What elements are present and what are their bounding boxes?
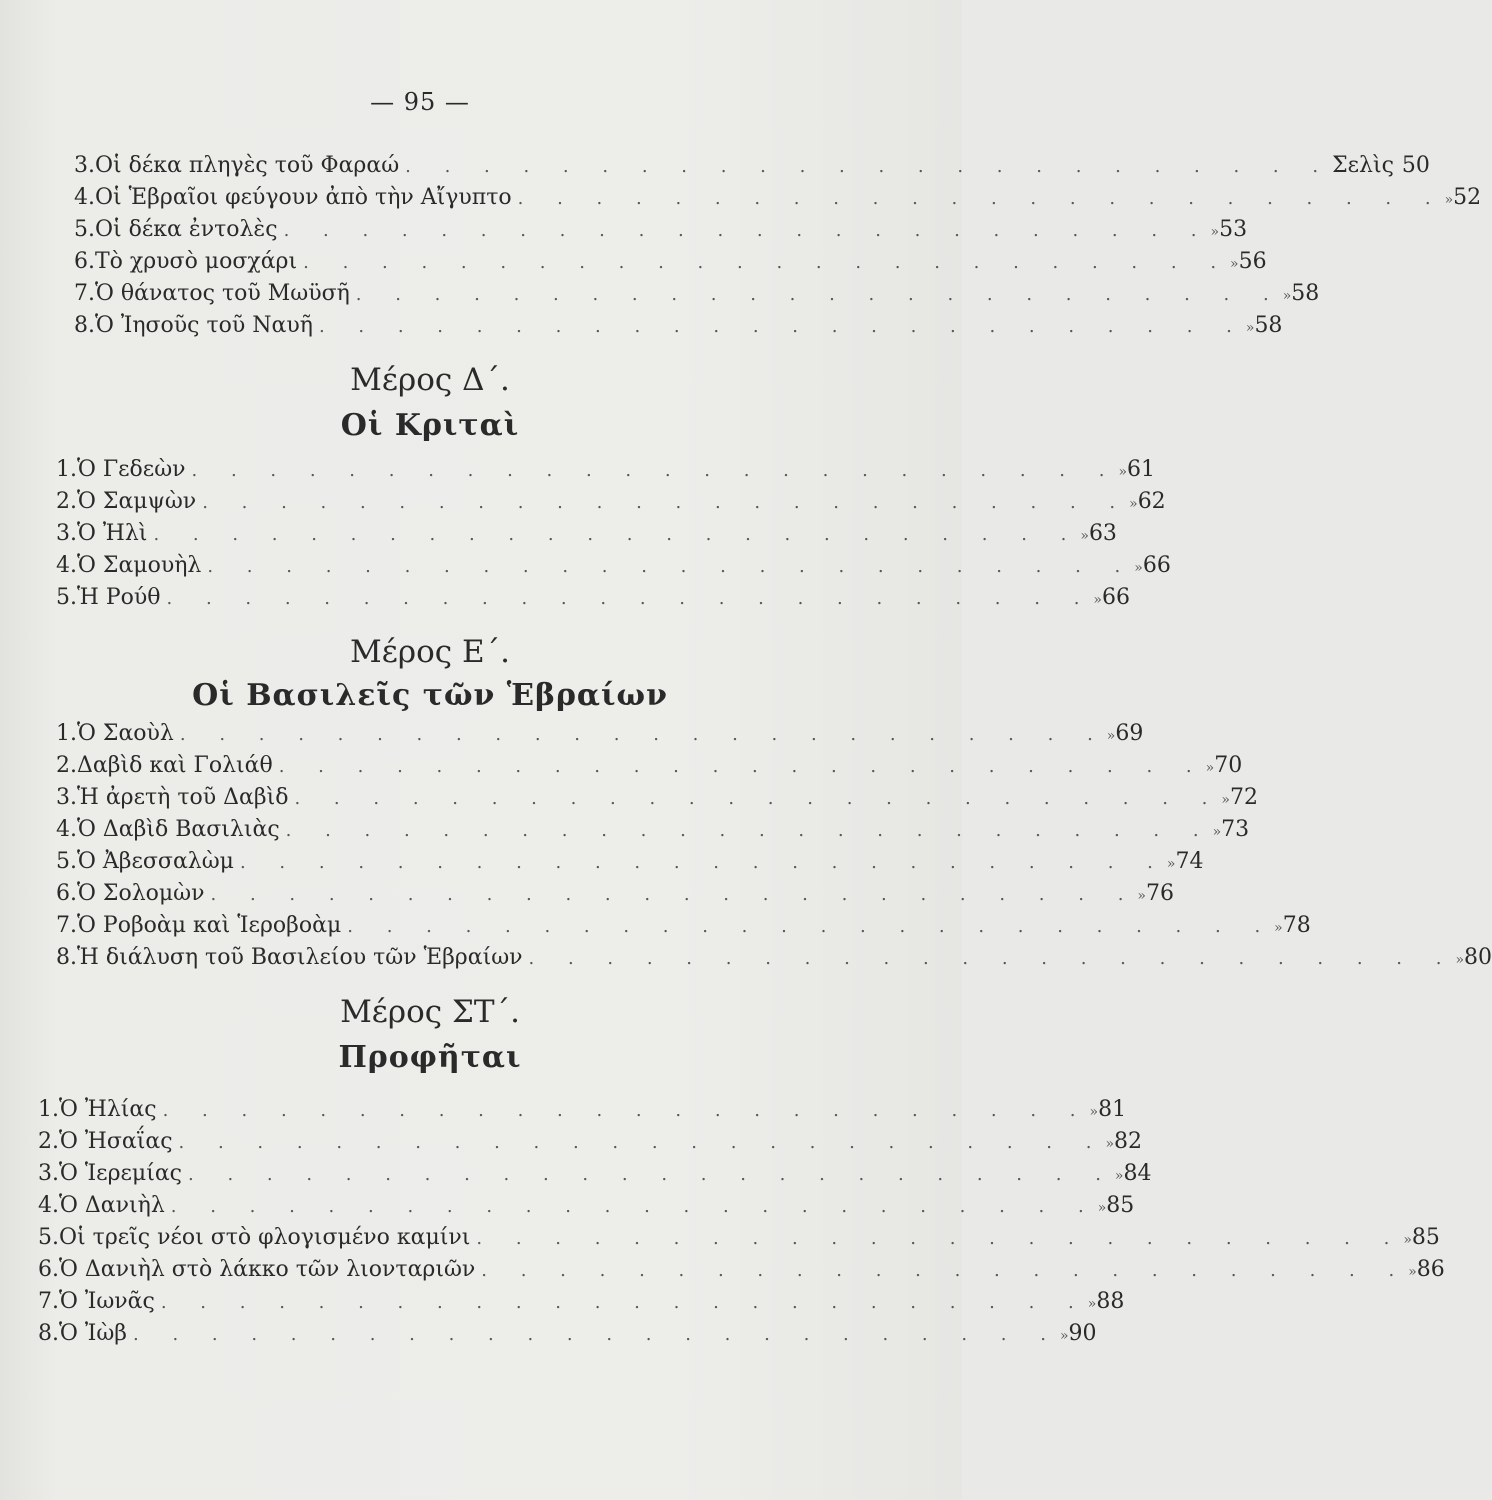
toc-ditto: » — [1166, 856, 1176, 872]
toc-number: 6. — [56, 881, 77, 906]
toc-ditto: » — [1137, 888, 1146, 904]
toc-ditto: » — [1114, 1168, 1124, 1184]
toc-row — [56, 814, 1250, 846]
dot-leader: . . . . . . . . . . . . . . . . . . . . . . . . — [153, 524, 1081, 545]
toc-page: 58 — [1254, 313, 1283, 338]
toc-number: 1. — [56, 457, 77, 482]
dot-leader: . . . . . . . . . . . . . . . . . . . . . . . . — [179, 724, 1107, 745]
toc-page: 66 — [1102, 585, 1130, 610]
toc-page: 63 — [1088, 521, 1117, 546]
toc-title: Ὁ Ἠλίας — [59, 1097, 157, 1122]
toc-ditto: » — [1134, 560, 1143, 576]
toc-number: 2. — [56, 753, 77, 778]
toc-ditto: » — [1059, 1328, 1069, 1344]
toc-number: 1. — [56, 721, 77, 746]
toc-number: 5. — [56, 585, 77, 610]
toc-title: Ὁ Ἱερεμίας — [59, 1161, 182, 1186]
toc-ditto: » — [1245, 320, 1255, 336]
toc-title: Ὁ Ροβοὰμ καὶ Ἱεροβοὰμ — [77, 913, 342, 938]
dot-leader: . . . . . . . . . . . . . . . . . . . . . . . . — [355, 284, 1283, 305]
toc-page: 78 — [1282, 913, 1311, 938]
dot-leader: . . . . . . . . . . . . . . . . . . . . . . . . — [207, 556, 1135, 577]
dot-leader: . . . . . . . . . . . . . . . . . . . . . . . . — [178, 1132, 1106, 1153]
toc-row — [56, 518, 1117, 550]
toc-number: 4. — [56, 817, 77, 842]
dot-leader: . . . . . . . . . . . . . . . . . . . . . . . . — [283, 220, 1211, 241]
toc-page: 85 — [1106, 1193, 1135, 1218]
toc-ditto: » — [1210, 224, 1220, 240]
toc-ditto: » — [1408, 1264, 1417, 1280]
toc-title: Ὁ θάνατος τοῦ Μωϋσῆ — [95, 281, 350, 306]
toc-title: Ὁ Σολομὼν — [77, 881, 205, 906]
dot-leader: . . . . . . . . . . . . . . . . . . . . . . . . — [166, 588, 1094, 609]
toc-page: 50 — [1401, 153, 1430, 178]
toc-row — [38, 1126, 1143, 1158]
toc-page: 73 — [1221, 817, 1250, 842]
toc-page: 86 — [1416, 1257, 1445, 1282]
toc-ditto: » — [1455, 952, 1465, 968]
toc-number: 4. — [38, 1193, 59, 1218]
toc-ditto: » — [1106, 728, 1116, 744]
toc-row — [74, 310, 1283, 342]
toc-number: 7. — [74, 281, 95, 306]
toc-number: 2. — [56, 489, 77, 514]
toc-page: 66 — [1142, 553, 1171, 578]
toc-number: 7. — [56, 913, 77, 938]
toc-page: 90 — [1068, 1321, 1097, 1346]
toc-title: Οἱ τρεῖς νέοι στὸ φλογισμένο καμίνι — [59, 1225, 471, 1250]
toc-page-prefix: Σελὶς — [1332, 153, 1394, 178]
toc-page: 61 — [1127, 457, 1156, 482]
toc-title: Ὁ Ἠλὶ — [77, 521, 148, 546]
toc-row — [38, 1094, 1127, 1126]
toc-page: 88 — [1096, 1289, 1125, 1314]
toc-title: Ὁ Ἀβεσσαλὼμ — [77, 849, 234, 874]
section-heading: Μέρος Ε΄. — [350, 634, 510, 670]
dot-leader: . . . . . . . . . . . . . . . . . . . . . . . . — [278, 756, 1206, 777]
dot-leader: . . . . . . . . . . . . . . . . . . . . . . . . — [170, 1196, 1098, 1217]
toc-ditto: » — [1118, 464, 1128, 480]
toc-row — [38, 1318, 1097, 1350]
toc-number: 5. — [74, 217, 95, 242]
toc-row — [56, 750, 1243, 782]
toc-title: Δαβὶδ καὶ Γολιάθ — [77, 753, 273, 778]
toc-title: Ὁ Γεδεὼν — [77, 457, 186, 482]
toc-number: 2. — [38, 1129, 59, 1154]
toc-number: 8. — [38, 1321, 59, 1346]
toc-title: Ὁ Σαμψὼν — [77, 489, 197, 514]
toc-row — [74, 182, 1482, 214]
toc-number: 3. — [74, 153, 95, 178]
toc-row — [38, 1190, 1135, 1222]
toc-row — [56, 550, 1171, 582]
toc-title: Ὁ Δαβὶδ Βασιλιὰς — [77, 817, 280, 842]
dot-leader: . . . . . . . . . . . . . . . . . . . . . . . . — [528, 948, 1456, 969]
toc-ditto: » — [1105, 1136, 1115, 1152]
toc-row — [38, 1222, 1440, 1254]
toc-ditto: » — [1089, 1104, 1099, 1120]
toc-number: 1. — [38, 1097, 59, 1122]
toc-row — [74, 150, 1430, 182]
toc-title: Ἡ Ρούθ — [77, 585, 161, 610]
dot-leader: . . . . . . . . . . . . . . . . . . . . . . . . — [285, 820, 1213, 841]
toc-number: 6. — [74, 249, 95, 274]
toc-row — [38, 1286, 1125, 1318]
dot-leader: . . . . . . . . . . . . . . . . . . . . . . . . — [133, 1324, 1060, 1345]
toc-ditto: » — [1403, 1232, 1412, 1248]
toc-ditto: » — [1230, 256, 1239, 272]
section-subheading: Προφῆται — [338, 1040, 522, 1075]
toc-number: 7. — [38, 1289, 59, 1314]
dot-leader: . . . . . . . . . . . . . . . . . . . . . . . . — [318, 316, 1246, 337]
toc-row — [56, 582, 1130, 614]
dot-leader: . . . . . . . . . . . . . . . . . . . . . . . . — [303, 252, 1231, 273]
page-number: — 95 — — [370, 88, 470, 116]
toc-row — [56, 910, 1311, 942]
toc-page: 53 — [1219, 217, 1248, 242]
toc-row — [56, 846, 1204, 878]
toc-title: Ὁ Σαμουὴλ — [77, 553, 202, 578]
toc-row — [56, 878, 1174, 910]
toc-ditto: » — [1221, 792, 1230, 808]
toc-page: 84 — [1123, 1161, 1152, 1186]
toc-page: 82 — [1114, 1129, 1143, 1154]
toc-ditto: » — [1093, 592, 1102, 608]
toc-ditto: » — [1087, 1296, 1097, 1312]
dot-leader: . . . . . . . . . . . . . . . . . . . . . . . . — [239, 852, 1167, 873]
toc-page: 58 — [1291, 281, 1320, 306]
dot-leader: . . . . . . . . . . . . . . . . . . . . . . . . — [517, 188, 1445, 209]
toc-title: Ἡ ἀρετὴ τοῦ Δαβὶδ — [77, 785, 289, 810]
toc-page: 69 — [1115, 721, 1144, 746]
dot-leader: . . . . . . . . . . . . . . . . . . . . . . . . — [481, 1260, 1409, 1281]
section-heading: Μέρος ΣΤ΄. — [340, 994, 520, 1030]
dot-leader: . . . . . . . . . . . . . . . . . . . . . . . . — [188, 1164, 1115, 1185]
toc-page: 76 — [1146, 881, 1174, 906]
section-heading: Μέρος Δ΄. — [350, 362, 510, 398]
toc-page: 56 — [1238, 249, 1267, 274]
toc-number: 3. — [38, 1161, 59, 1186]
toc-page: 85 — [1411, 1225, 1440, 1250]
toc-title: Ὁ Ἰωνᾶς — [59, 1289, 155, 1314]
dot-leader: . . . . . . . . . . . . . . . . . . . . . . . . — [162, 1100, 1090, 1121]
toc-page: 74 — [1175, 849, 1204, 874]
toc-ditto: » — [1129, 496, 1138, 512]
toc-number: 6. — [38, 1257, 59, 1282]
toc-row — [56, 486, 1166, 518]
toc-row — [56, 942, 1492, 974]
dot-leader: . . . . . . . . . . . . . . . . . . . . . . . . — [347, 916, 1275, 937]
toc-number: 4. — [56, 553, 77, 578]
toc-number: 8. — [56, 945, 77, 970]
toc-page: 52 — [1453, 185, 1482, 210]
toc-ditto: » — [1282, 288, 1292, 304]
toc-page: 70 — [1214, 753, 1243, 778]
toc-title: Ὁ Ἰὼβ — [59, 1321, 128, 1346]
toc-ditto: » — [1274, 920, 1283, 936]
toc-number: 8. — [74, 313, 95, 338]
dot-leader: . . . . . . . . . . . . . . . . . . . . . . . . — [294, 788, 1222, 809]
toc-title: Ὁ Ἰησοῦς τοῦ Ναυῆ — [95, 313, 313, 338]
toc-row — [38, 1158, 1152, 1190]
toc-row — [56, 782, 1258, 814]
section-subheading: Οἱ Κριταὶ — [340, 408, 520, 443]
toc-page: 80 — [1464, 945, 1492, 970]
toc-title: Οἱ δέκα ἐντολὲς — [95, 217, 278, 242]
dot-leader: . . . . . . . . . . . . . . . . . . . . . . . . — [202, 492, 1130, 513]
toc-ditto: » — [1205, 760, 1215, 776]
toc-page: 62 — [1137, 489, 1166, 514]
toc-title: Ὁ Σαοὺλ — [77, 721, 174, 746]
toc-number: 3. — [56, 785, 77, 810]
toc-row — [38, 1254, 1445, 1286]
dot-leader: . . . . . . . . . . . . . . . . . . . . . . . . — [405, 156, 1333, 177]
toc-ditto: » — [1444, 192, 1454, 208]
toc-number: 5. — [38, 1225, 59, 1250]
toc-title: Ἡ διάλυση τοῦ Βασιλείου τῶν Ἑβραίων — [77, 945, 523, 970]
toc-title: Ὁ Δανιὴλ στὸ λάκκο τῶν λιονταριῶν — [59, 1257, 476, 1282]
toc-number: 5. — [56, 849, 77, 874]
section-subheading: Οἱ Βασιλεῖς τῶν Ἑβραίων — [192, 678, 668, 713]
toc-row — [56, 718, 1144, 750]
toc-row — [56, 454, 1156, 486]
toc-title: Οἱ δέκα πληγὲς τοῦ Φαραώ — [95, 153, 400, 178]
toc-title: Οἱ Ἑβραῖοι φεύγουν ἀπὸ τὴν Αἴγυπτο — [95, 185, 512, 210]
toc-number: 4. — [74, 185, 95, 210]
toc-page: 81 — [1098, 1097, 1127, 1122]
dot-leader: . . . . . . . . . . . . . . . . . . . . . . . . — [191, 460, 1119, 481]
toc-title: Ὁ Δανιὴλ — [59, 1193, 165, 1218]
toc-ditto: » — [1212, 824, 1222, 840]
toc-title: Τὸ χρυσὸ μοσχάρι — [95, 249, 298, 274]
dot-leader: . . . . . . . . . . . . . . . . . . . . . . . . — [160, 1292, 1088, 1313]
toc-page: 72 — [1229, 785, 1258, 810]
toc-ditto: » — [1097, 1200, 1107, 1216]
dot-leader: . . . . . . . . . . . . . . . . . . . . . . . . — [210, 884, 1138, 905]
toc-row — [74, 278, 1320, 310]
toc-ditto: » — [1080, 528, 1089, 544]
toc-row — [74, 246, 1267, 278]
toc-row — [74, 214, 1248, 246]
toc-title: Ὁ Ἠσαΐας — [59, 1129, 173, 1154]
dot-leader: . . . . . . . . . . . . . . . . . . . . . . . . — [476, 1228, 1404, 1249]
toc-number: 3. — [56, 521, 77, 546]
